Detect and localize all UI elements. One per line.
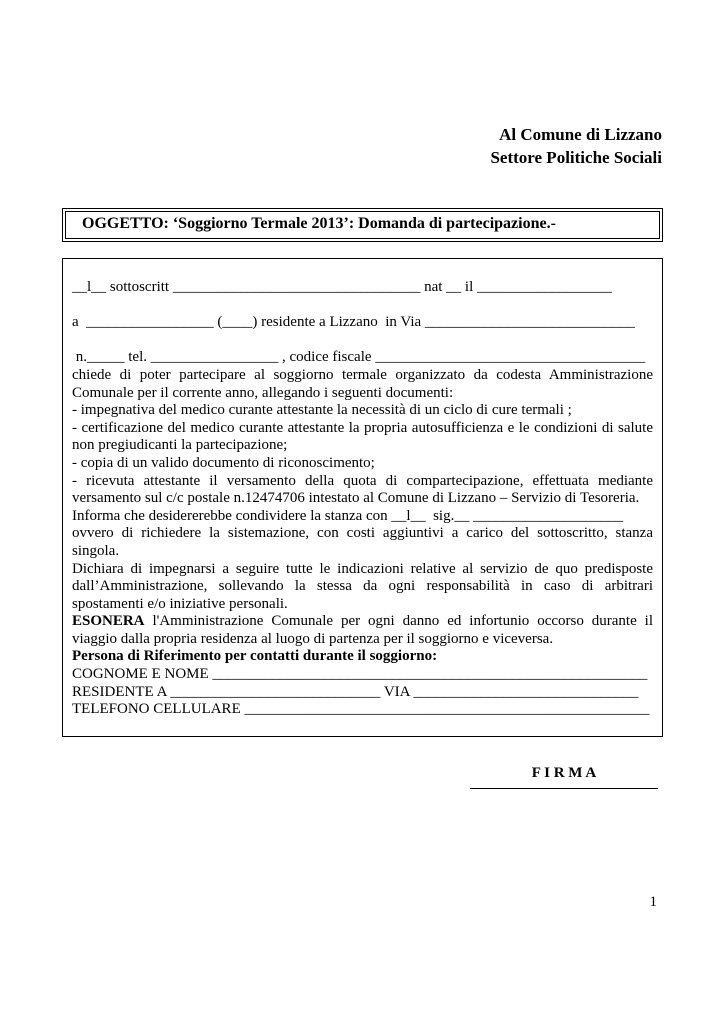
signature-line bbox=[470, 788, 658, 789]
subject-box bbox=[62, 208, 663, 242]
esonera-keyword: ESONERA bbox=[72, 613, 145, 630]
doc-item-certificazione: - certificazione del medico curante attestante la propria autosufficienza e le condizioni di salute non pregiudicanti la partecipazione; bbox=[72, 419, 653, 454]
doc-item-impegnativa: - impegnativa del medico curante attestante la necessità di un ciclo di cure termali ; bbox=[72, 402, 572, 419]
form-body-box bbox=[62, 258, 663, 737]
paragraph-esonera bbox=[72, 613, 653, 648]
paragraph-dichiara: Dichiara di impegnarsi a seguire tutte le indicazioni relative al servizio de quo predisposte dall’Amministrazione, sollevando la stessa da ogni responsabilità in caso di arbitrari spostamenti e/o iniziative personali. bbox=[72, 560, 653, 612]
field-line-cognome: COGNOME E NOME __________________________________________________________ bbox=[72, 666, 648, 683]
page-number: 1 bbox=[649, 894, 657, 910]
recipient-line-1: Al Comune di Lizzano bbox=[499, 125, 662, 144]
subject-text: OGGETTO: ‘Soggiorno Termale 2013’: Domanda di partecipazione.- bbox=[65, 211, 660, 239]
heading-persona-riferimento: Persona di Riferimento per contatti durante il soggiorno: bbox=[72, 648, 438, 665]
paragraph-stanza-singola: ovvero di richiedere la sistemazione, con costi aggiuntivi a carico del sottoscritto, stanza singola. bbox=[72, 525, 653, 559]
recipient-block bbox=[490, 123, 662, 169]
field-line-sottoscritto: __l__ sottoscritt _________________________________ nat __ il __________________ bbox=[72, 279, 612, 295]
signature-label: F I R M A bbox=[531, 765, 597, 781]
recipient-line-2: Settore Politiche Sociali bbox=[490, 148, 662, 167]
field-line-telefono: TELEFONO CELLULARE ______________________________________________________ bbox=[72, 701, 650, 718]
paragraph-richiesta: chiede di poter partecipare al soggiorno termale organizzato da codesta Amministrazione Comunale per il corrente anno, allegando i seguenti documenti: bbox=[72, 366, 653, 401]
field-line-stanza: Informa che desidererebbe condividere la stanza con __l__ sig.__ ____________________ bbox=[72, 507, 624, 524]
doc-item-copia-documento: - copia di un valido documento di riconoscimento; bbox=[72, 454, 375, 471]
field-line-residenza: a _________________ (____) residente a Lizzano in Via ____________________________ bbox=[72, 314, 635, 331]
field-line-contatti: n._____ tel. _________________ , codice fiscale ____________________________________ bbox=[72, 349, 646, 366]
esonera-text: l'Amministrazione Comunale per ogni danno ed infortunio occorso durante il viaggio dalla propria residenza al luogo di partenza per il soggiorno e viceversa. bbox=[72, 613, 653, 647]
field-line-residente: RESIDENTE A ____________________________ VIA ______________________________ bbox=[72, 683, 639, 700]
signature-block bbox=[470, 765, 658, 789]
doc-item-ricevuta: - ricevuta attestante il versamento della quota di compartecipazione, effettuata mediante versamento sul c/c postale n.12474706 intestato al Comune di Lizzano – Servizio di Tesoreria. bbox=[72, 472, 653, 507]
